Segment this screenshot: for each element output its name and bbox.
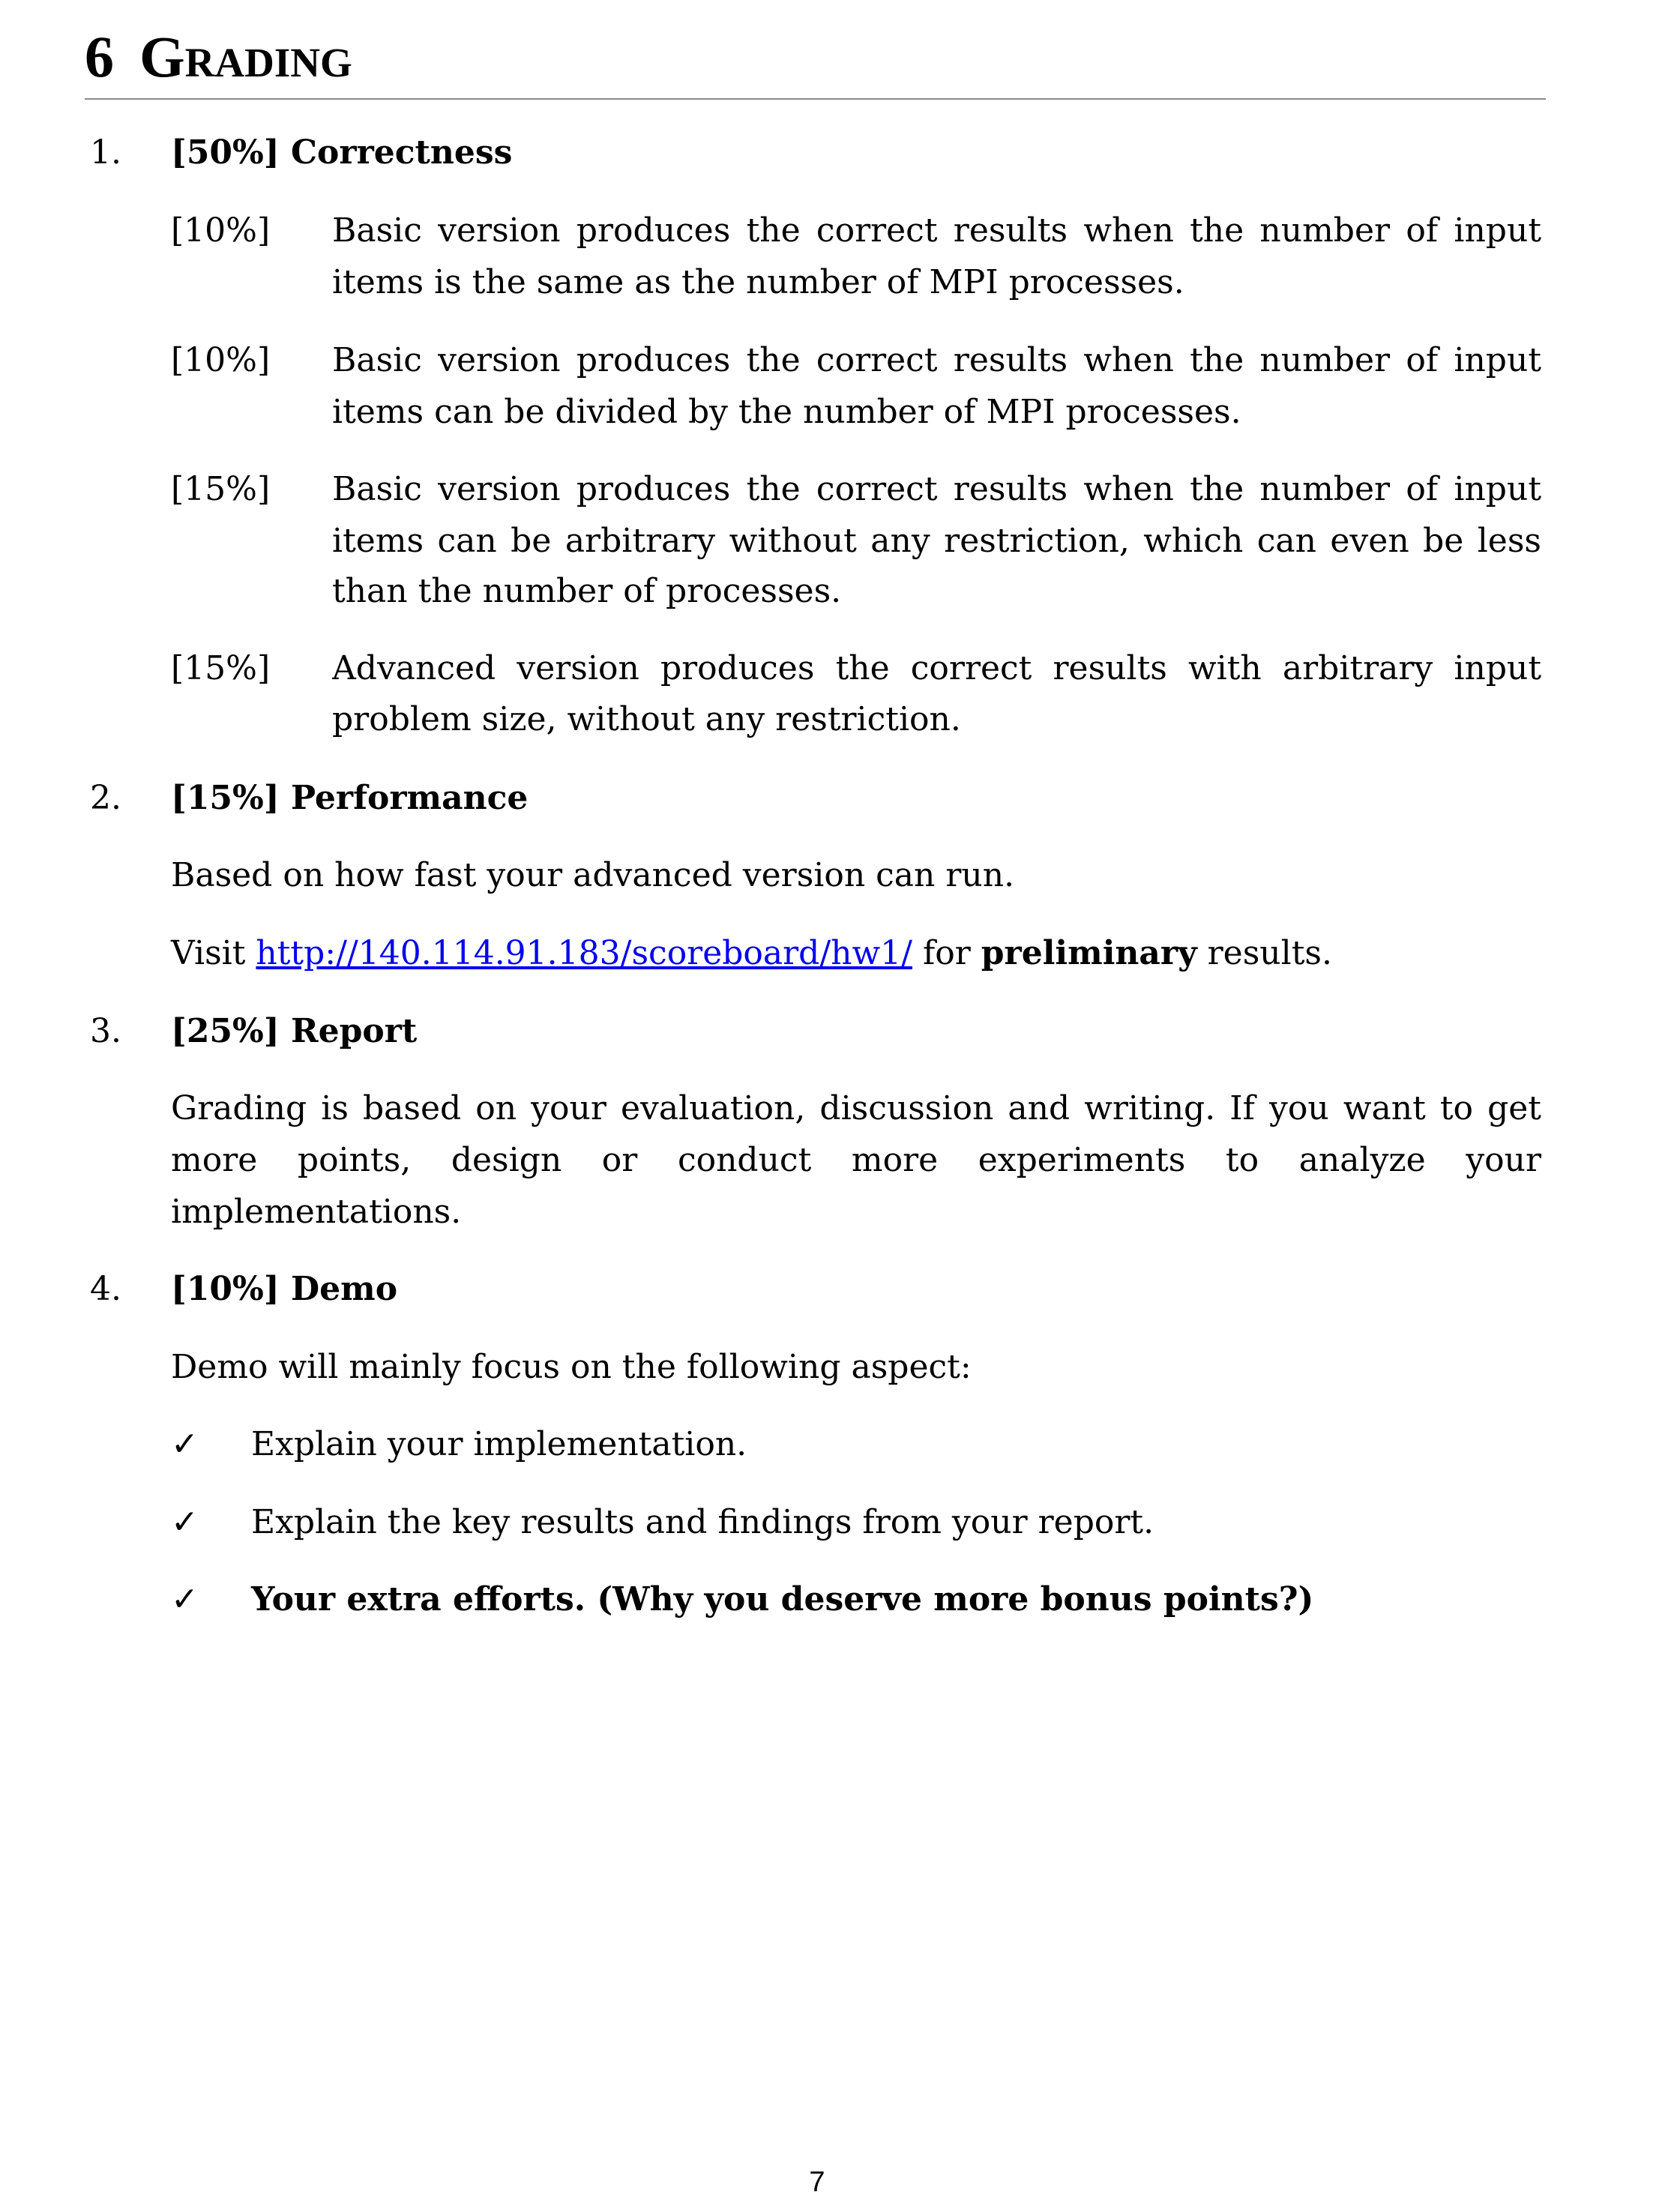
item-heading: [171, 1005, 417, 1057]
page-number: 7: [809, 2167, 825, 2198]
item-heading: [171, 772, 528, 824]
sub-text-line: Advanced version produces the correct results with arbitrary input: [332, 649, 1541, 687]
visit-prefix: Visit: [171, 934, 256, 972]
item-weight: [25%]: [171, 1012, 280, 1050]
visit-mid: for: [912, 934, 981, 972]
report-line: Grading is based on your evaluation, discussion and writing. If you want to get: [171, 1089, 1541, 1127]
preliminary-bold: preliminary: [981, 934, 1197, 972]
item-number: 2.: [90, 779, 121, 817]
item-heading: [171, 127, 512, 178]
sub-weight: [15%]: [171, 470, 271, 508]
section-title: Grading: [139, 24, 352, 89]
sub-weight: [10%]: [171, 211, 271, 250]
item-title: Report: [291, 1012, 418, 1050]
report-line: implementations.: [171, 1193, 462, 1231]
item-weight: [10%]: [171, 1270, 280, 1308]
checkmark-icon: ✓: [171, 1580, 199, 1619]
item-number: 1.: [90, 133, 121, 172]
sub-text-line: Basic version produces the correct results when the number of input: [332, 341, 1541, 379]
item-weight: [15%]: [171, 779, 280, 817]
scoreboard-link[interactable]: http://140.114.91.183/scoreboard/hw1/: [256, 934, 912, 972]
sub-weight: [10%]: [171, 341, 271, 379]
sub-text-line: items can be arbitrary without any restriction, which can even be less: [332, 522, 1541, 560]
performance-text: Based on how fast your advanced version can run.: [171, 856, 1015, 894]
sub-text-line: Basic version produces the correct results when the number of input: [332, 211, 1541, 250]
sub-weight: [15%]: [171, 649, 271, 687]
scoreboard-line: [171, 927, 1332, 979]
sub-text-line: problem size, without any restriction.: [332, 700, 961, 738]
item-number: 4.: [90, 1270, 121, 1308]
demo-bullet: Explain the key results and findings from your report.: [251, 1503, 1154, 1541]
item-weight: [50%]: [171, 133, 280, 172]
item-number: 3.: [90, 1012, 121, 1050]
section-heading: [85, 21, 352, 93]
demo-bullet: Your extra efforts. (Why you deserve more bonus points?): [251, 1580, 1314, 1619]
heading-rule: [85, 98, 1546, 100]
demo-bullet: Explain your implementation.: [251, 1425, 747, 1463]
visit-suffix: results.: [1196, 934, 1332, 972]
checkmark-icon: ✓: [171, 1503, 199, 1541]
sub-text-line: than the number of processes.: [332, 572, 842, 610]
checkmark-icon: ✓: [171, 1425, 199, 1463]
sub-text-line: items is the same as the number of MPI processes.: [332, 263, 1184, 301]
item-heading: [171, 1263, 397, 1315]
section-number: 6: [85, 24, 114, 89]
item-title: Demo: [291, 1270, 398, 1308]
item-title: Performance: [291, 779, 529, 817]
sub-text-line: Basic version produces the correct results when the number of input: [332, 470, 1541, 508]
demo-intro: Demo will mainly focus on the following aspect:: [171, 1348, 972, 1386]
item-title: Correctness: [291, 133, 513, 172]
report-line: more points, design or conduct more experiments to analyze your: [171, 1141, 1541, 1179]
sub-text-line: items can be divided by the number of MPI processes.: [332, 393, 1241, 431]
